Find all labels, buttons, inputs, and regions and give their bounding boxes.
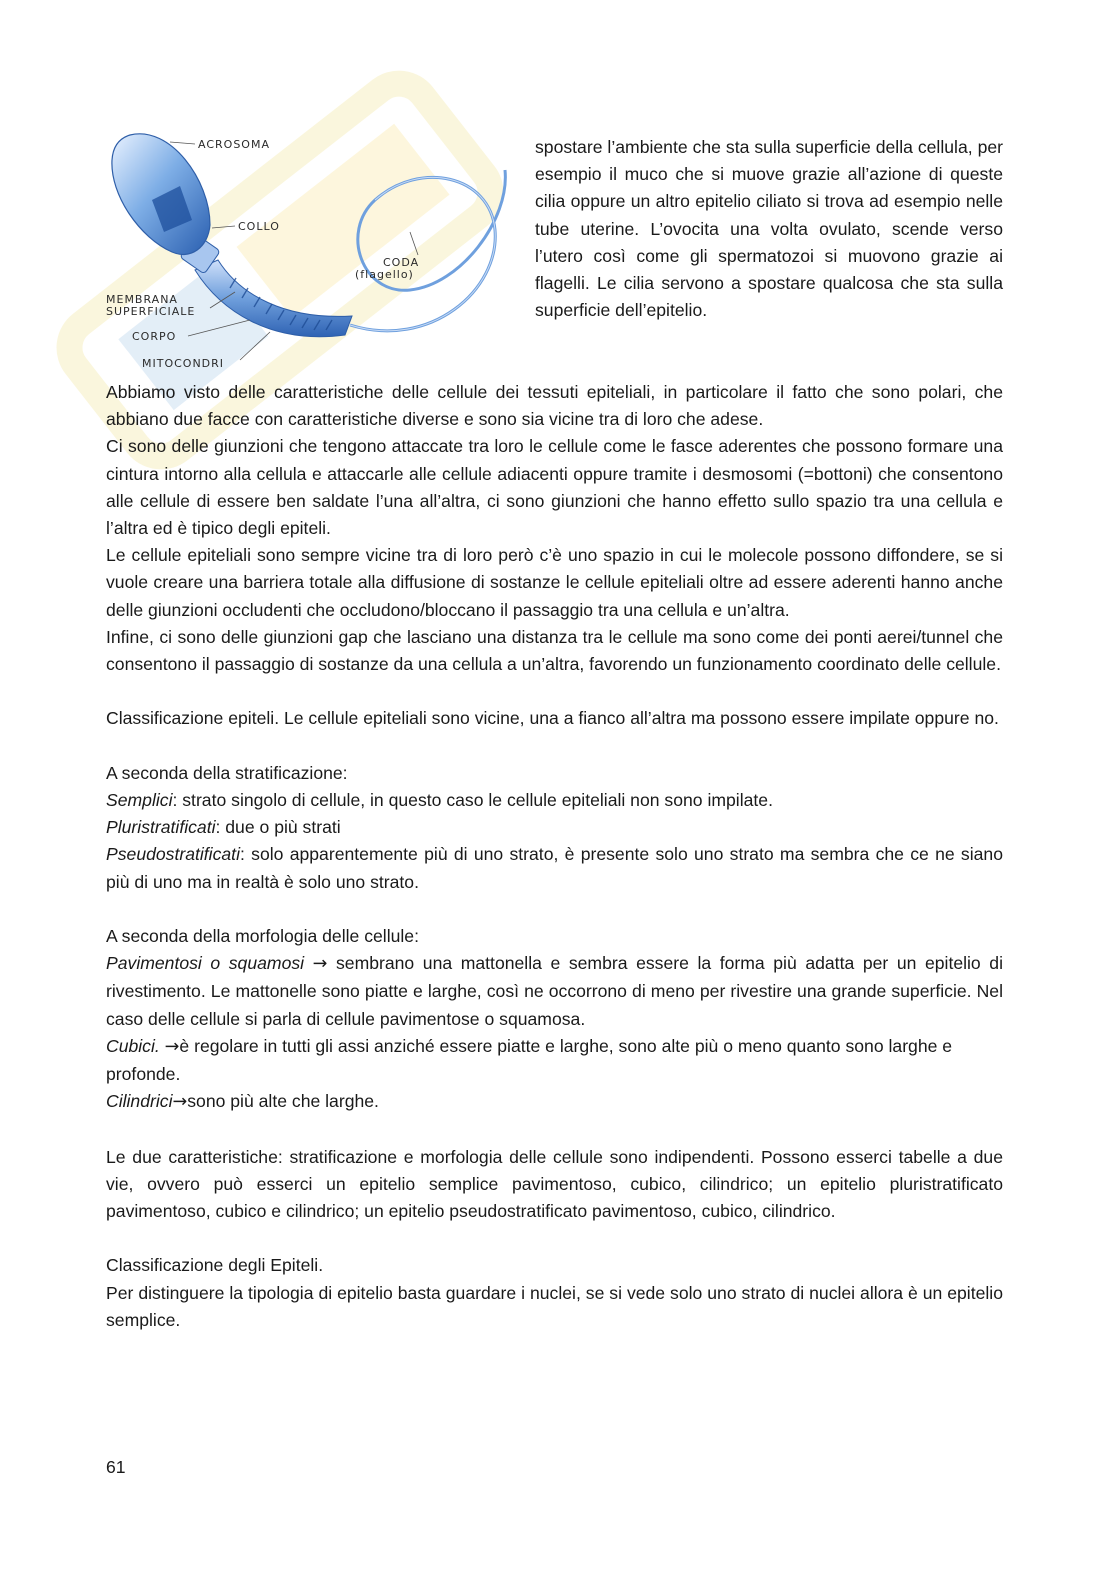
label-corpo: CORPO (132, 330, 177, 343)
heading-classification-epiteli: Classificazione degli Epiteli. (106, 1255, 324, 1276)
label-coda: CODA (383, 256, 420, 269)
paragraph-classification: Classificazione epiteli. Le cellule epiteliali sono vicine, una a fianco all’altra ma possono essere impilate oppure no. (106, 708, 999, 729)
term-cubici: Cubici. (106, 1035, 160, 1056)
term-semplici: Semplici (106, 790, 173, 811)
item-cilindrici (106, 1088, 1003, 1116)
text-pavimentosi: sembrano una mattonella e sembra essere la forma più adatta per un epitelio di rivestimento. Le mattonelle sono piatte e larghe, così ne occorrono di meno per rivestire una grande superficie. Nel caso delle cellule si parla di cellule pavimentose o squamosa. (106, 953, 1003, 1029)
side-paragraph: spostare l’ambiente che sta sulla superficie della cellula, per esempio il muco che si muove grazie all’azione di queste cilia oppure un altro epitelio ciliato si trova ad esempio nelle tube uterine. L’ovocita una volta ovulato, scende verso l’utero così come gli spermatozoi si muovono grazie ai flagelli. Le cilia servono a spostare qualcosa che sta sulla superficie dell’epitelio. (535, 137, 1003, 321)
heading-stratification: A seconda della stratificazione: (106, 762, 348, 783)
item-semplici (106, 787, 1003, 814)
item-pseudostratificati (106, 841, 1003, 895)
arrow-icon: → (164, 1036, 180, 1057)
head-acrosome (112, 134, 210, 255)
label-acrosoma: ACROSOMA (198, 138, 270, 151)
text-semplici: : strato singolo di cellule, in questo caso le cellule epiteliali non sono impilate. (172, 790, 773, 811)
term-cilindrici: Cilindrici (106, 1091, 173, 1112)
text-pluristratificati: : due o più strati (215, 817, 341, 838)
heading-morphology: A seconda della morfologia delle cellule: (106, 926, 419, 947)
paragraph-occluding: Le cellule epiteliali sono sempre vicine tra di loro però c’è uno spazio in cui le molecole possono diffondere, se si vuole creare una barriera totale alla diffusione di sostanze le cellule epiteliali oltre ad essere aderenti hanno anche delle giunzioni occludenti che occludono/bloccano il passaggio tra una cellula e un’altra. (106, 545, 1003, 620)
label-collo: COLLO (238, 220, 280, 233)
label-mitocondri: MITOCONDRI (142, 357, 225, 370)
text-cilindrici: sono più alte che larghe. (187, 1091, 379, 1112)
paragraph-gap-junctions: Infine, ci sono delle giunzioni gap che lasciano una distanza tra le cellule ma sono come dei ponti aerei/tunnel che consentono il passaggio di sostanze da una cellula a un’altra, favorendo un funzionamento coordinato delle cellule. (106, 626, 1003, 675)
paragraph-nuclei: Per distinguere la tipologia di epitelio basta guardare i nuclei, se si vede solo uno strato di nuclei allora è un epitelio semplice. (106, 1282, 1003, 1330)
text-pseudostratificati: : solo apparentemente più di uno strato, è presente solo uno strato ma sembra che ce ne siano più di uno ma in realtà è solo uno strato. (106, 844, 1003, 892)
term-pluristratificati: Pluristratificati (106, 817, 216, 838)
item-cubici (106, 1033, 1003, 1088)
label-flagello: (flagello) (355, 268, 414, 281)
paragraph-polarity: Abbiamo visto delle caratteristiche delle cellule dei tessuti epiteliali, in particolare il fatto che sono polari, che abbiano due facce con caratteristiche diverse e sono sia vicine tra di loro che adese. (106, 382, 1003, 430)
body-text (106, 379, 1003, 1334)
page-number: 61 (106, 1457, 126, 1477)
term-pseudostratificati: Pseudostratificati (106, 844, 240, 865)
text-cubici: è regolare in tutti gli assi anziché essere piatte e larghe, sono alte più o meno quanto sono larghe e profonde. (106, 1035, 953, 1085)
sperm-cell-illustration (100, 120, 520, 380)
paragraph-junctions: Ci sono delle giunzioni che tengono attaccate tra loro le cellule come le fasce aderentes che possono formare una cintura intorno alla cellula e attaccarle alle cellule adiacenti oppure tramite i desmosomi (=bottoni) che consentono alle cellule di essere ben saldate l’una all’altra, ci sono giunzioni che hanno effetto sullo spazio tra una cellula e l’altra ed è tipico degli epiteli. (106, 436, 1003, 539)
term-pavimentosi: Pavimentosi o squamosi (106, 953, 305, 974)
item-pavimentosi (106, 950, 1003, 1033)
tail-flagellum (350, 170, 505, 331)
label-superficiale: SUPERFICIALE (106, 305, 196, 318)
arrow-icon: → (172, 1092, 188, 1113)
item-pluristratificati (106, 814, 1003, 841)
arrow-icon: → (312, 954, 328, 975)
paragraph-two-way: Le due caratteristiche: stratificazione e morfologia delle cellule sono indipendenti. Possono esserci tabelle a due vie, ovvero può esserci un epitelio semplice pavimentoso, cubico, cilindrico; un epitelio pluristratificato pavimentoso, cubico e cilindrico; un epitelio pseudostratificato pavimentoso, cubico, cilindrico. (106, 1146, 1003, 1222)
label-membrana: MEMBRANA (106, 293, 178, 306)
